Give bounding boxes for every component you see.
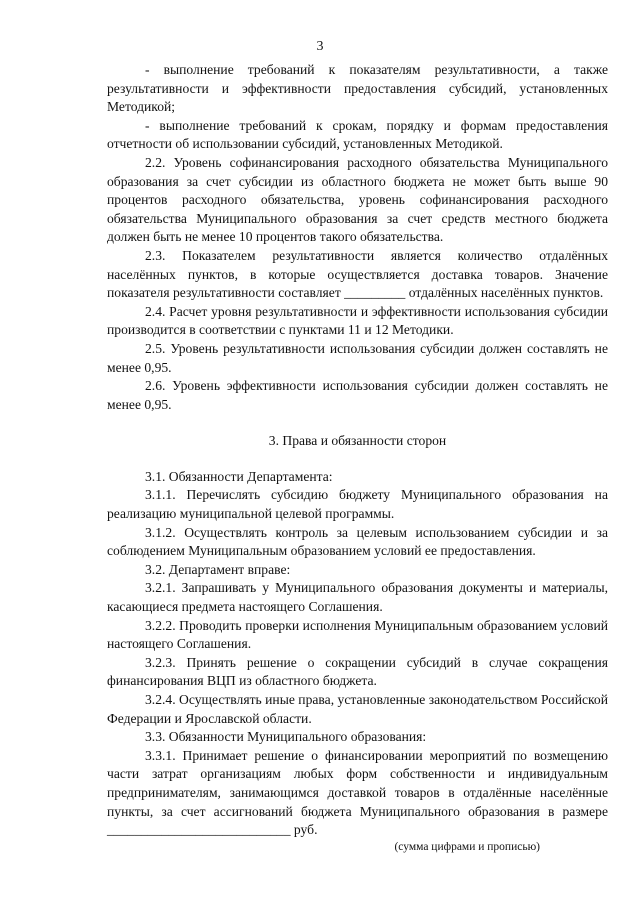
paragraph-3-3-1: 3.3.1. Принимает решение о финансировании мероприятий по возмещению части затрат организациям любых форм собственности и индивидуальным предпринимателям, занимающимся доставкой товаров в отдалённые населённые пункты, за счет ассигнований бюджета Муниципального образования в размере ___________________________ руб. [107,747,608,838]
section-heading: 3. Права и обязанности сторон [268,433,447,449]
paragraph-3-1-2: 3.1.2. Осуществлять контроль за целевым использованием субсидии и за соблюдением Муниципальным образованием условий ее предоставления. [107,524,608,559]
page-number: 3 [316,39,324,54]
paragraph-3-1: 3.1. Обязанности Департамента: [145,468,333,484]
paragraph-3-3: 3.3. Обязанности Муниципального образования: [145,729,427,745]
paragraph-2-3: 2.3. Показателем результативности является количество отдалённых населённых пунктов, в которые осуществляется доставка товаров. Значение показателя результативности составляет _________ отдалённых населённых пунктов. [107,247,608,301]
paragraph-2-6: 2.6. Уровень эффективности использования субсидии должен составлять не менее 0,95. [107,378,608,412]
paragraph-2-5: 2.5. Уровень результативности использования субсидии должен составлять не менее 0,95. [107,340,608,375]
paragraph-2-2: 2.2. Уровень софинансирования расходного обязательства Муниципального образования за счет субсидии из областного бюджета не может быть выше 90 процентов расходного обязательства, уровень софинансирования расходного обязательства Муниципального образования за счет средств местного бюджета должен быть не менее 10 процентов такого обязательства. [107,154,608,245]
paragraph-3-2: 3.2. Департамент вправе: [145,561,291,577]
paragraph-3-2-2: 3.2.2. Проводить проверки исполнения Муниципальным образованием условий настоящего Соглашения. [107,617,608,652]
amount-caption: (сумма цифрами и прописью) [394,840,540,853]
paragraph-3-2-1: 3.2.1. Запрашивать у Муниципального образования документы и материалы, касающиеся предмета настоящего Соглашения. [107,580,608,615]
paragraph-2-4: 2.4. Расчет уровня результативности и эффективности использования субсидии производится в соответствии с пунктами 11 и 12 Методики. [107,303,608,338]
paragraph-3-1-1: 3.1.1. Перечислять субсидию бюджету Муниципального образования на реализацию муниципальной целевой программы. [107,487,608,522]
paragraph-3-2-3: 3.2.3. Принять решение о сокращении субсидий в случае сокращения финансирования ВЦП из областного бюджета. [107,654,608,689]
document-body [107,61,608,854]
paragraph-reporting-requirements: - выполнение требований к срокам, порядку и формам предоставления отчетности об использовании субсидий, установленных Методикой. [107,117,608,152]
paragraph-3-2-4: 3.2.4. Осуществлять иные права, установленные законодательством Российской Федерации и Ярославской области. [107,692,608,726]
paragraph-results-requirements: - выполнение требований к показателям результативности, а также результативности и эффективности предоставления субсидий, установленных Методикой; [107,62,608,115]
